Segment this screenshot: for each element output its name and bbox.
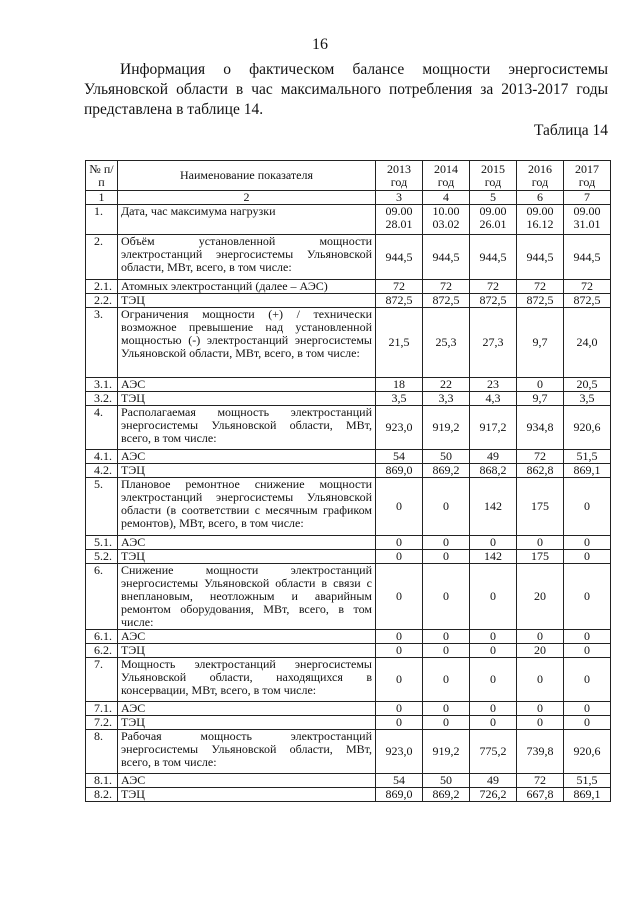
year-value: 0	[376, 564, 423, 630]
year-value: 50	[423, 774, 470, 788]
year-value: 23	[470, 378, 517, 392]
year-value: 919,2	[423, 406, 470, 450]
header-year: 2016 год	[517, 161, 564, 191]
table-row	[86, 774, 611, 788]
header-year: 2013 год	[376, 161, 423, 191]
year-value: 25,3	[423, 308, 470, 378]
year-value: 0	[423, 702, 470, 716]
table-row	[86, 550, 611, 564]
year-value: 0	[470, 536, 517, 550]
table-row	[86, 450, 611, 464]
year-value: 0	[423, 644, 470, 658]
indicator-name: Объём установленной мощности электростанций энергосистемы Ульяновской области, МВт, всего, в том числе:	[118, 235, 376, 280]
year-value: 0	[470, 564, 517, 630]
year-value: 0	[376, 716, 423, 730]
year-value: 0	[517, 630, 564, 644]
row-number: 5.2.	[86, 550, 118, 564]
year-value: 0	[564, 644, 611, 658]
year-value: 872,5	[376, 294, 423, 308]
balance-table	[85, 160, 611, 802]
year-value: 10.00 03.02	[423, 205, 470, 235]
indicator-name: АЭС	[118, 702, 376, 716]
year-value: 0	[423, 658, 470, 702]
year-value: 944,5	[517, 235, 564, 280]
row-number: 3.	[86, 308, 118, 378]
year-value: 0	[376, 644, 423, 658]
page-number: 16	[312, 36, 328, 53]
row-number: 4.1.	[86, 450, 118, 464]
year-value: 0	[376, 658, 423, 702]
indicator-name: Располагаемая мощность электростанций энергосистемы Ульяновской области, МВт, всего, в том числе:	[118, 406, 376, 450]
year-value: 920,6	[564, 406, 611, 450]
row-number: 8.1.	[86, 774, 118, 788]
row-number: 6.2.	[86, 644, 118, 658]
table-row	[86, 294, 611, 308]
row-number: 2.2.	[86, 294, 118, 308]
year-value: 0	[564, 716, 611, 730]
year-value: 0	[517, 658, 564, 702]
table-row	[86, 235, 611, 280]
year-value: 869,2	[423, 788, 470, 802]
year-value: 0	[423, 550, 470, 564]
row-number: 4.	[86, 406, 118, 450]
year-value: 944,5	[423, 235, 470, 280]
indicator-name: Мощность электростанций энергосистемы Ульяновской области, находящихся в консервации, МВт, всего, в том числе:	[118, 658, 376, 702]
intro-text: Информация о фактическом балансе мощности энергосистемы Ульяновской области в час максимального потребления за 2013-2017 годы представлена в таблице 14.	[84, 61, 608, 118]
year-value: 0	[564, 564, 611, 630]
year-value: 20,5	[564, 378, 611, 392]
row-number: 5.1.	[86, 536, 118, 550]
table-row	[86, 658, 611, 702]
header-no: № п/п	[86, 161, 118, 191]
year-value: 667,8	[517, 788, 564, 802]
year-value: 0	[423, 536, 470, 550]
table-row	[86, 644, 611, 658]
year-value: 27,3	[470, 308, 517, 378]
row-number: 8.2.	[86, 788, 118, 802]
indicator-name: АЭС	[118, 774, 376, 788]
year-value: 09.00 16.12	[517, 205, 564, 235]
year-value: 739,8	[517, 730, 564, 774]
year-value: 944,5	[376, 235, 423, 280]
year-value: 0	[470, 658, 517, 702]
year-value: 51,5	[564, 450, 611, 464]
year-value: 49	[470, 450, 517, 464]
indicator-name: ТЭЦ	[118, 464, 376, 478]
table-row	[86, 716, 611, 730]
table-row	[86, 630, 611, 644]
header-year: 2014 год	[423, 161, 470, 191]
indicator-name: АЭС	[118, 536, 376, 550]
year-value: 0	[564, 550, 611, 564]
indicator-name: Плановое ремонтное снижение мощности электростанций энергосистемы Ульяновской области (в соответствии с месячным графиком ремонтов), МВт, всего, в том числе:	[118, 478, 376, 536]
year-value: 869,0	[376, 464, 423, 478]
year-value: 0	[564, 630, 611, 644]
year-value: 0	[470, 716, 517, 730]
column-number: 2	[118, 191, 376, 205]
year-value: 175	[517, 550, 564, 564]
year-value: 0	[564, 658, 611, 702]
year-value: 24,0	[564, 308, 611, 378]
year-value: 919,2	[423, 730, 470, 774]
year-value: 142	[470, 550, 517, 564]
year-value: 142	[470, 478, 517, 536]
year-value: 0	[470, 644, 517, 658]
table-row	[86, 564, 611, 630]
table-row	[86, 788, 611, 802]
year-value: 0	[376, 702, 423, 716]
table-row	[86, 464, 611, 478]
year-value: 72	[470, 280, 517, 294]
indicator-name: АЭС	[118, 378, 376, 392]
year-value: 72	[376, 280, 423, 294]
year-value: 22	[423, 378, 470, 392]
row-number: 2.1.	[86, 280, 118, 294]
row-number: 1.	[86, 205, 118, 235]
indicator-name: ТЭЦ	[118, 644, 376, 658]
table-row	[86, 205, 611, 235]
year-value: 0	[564, 536, 611, 550]
table-row	[86, 478, 611, 536]
indicator-name: Ограничения мощности (+) / технически возможное превышение над установленной мощностью (-) электростанций энергосистемы Ульяновской области, МВт, всего, в том числе:	[118, 308, 376, 378]
year-value: 872,5	[470, 294, 517, 308]
year-value: 72	[517, 280, 564, 294]
year-value: 09.00 28.01	[376, 205, 423, 235]
table-row	[86, 308, 611, 378]
column-number: 5	[470, 191, 517, 205]
year-value: 920,6	[564, 730, 611, 774]
year-value: 0	[470, 630, 517, 644]
table-row	[86, 406, 611, 450]
year-value: 09.00 26.01	[470, 205, 517, 235]
indicator-name: ТЭЦ	[118, 294, 376, 308]
year-value: 0	[564, 702, 611, 716]
year-value: 862,8	[517, 464, 564, 478]
row-number: 3.2.	[86, 392, 118, 406]
year-value: 868,2	[470, 464, 517, 478]
indicator-name: Рабочая мощность электростанций энергосистемы Ульяновской области, МВт, всего, в том числе:	[118, 730, 376, 774]
header-year: 2017 год	[564, 161, 611, 191]
year-value: 3,5	[376, 392, 423, 406]
year-value: 0	[376, 550, 423, 564]
column-number: 3	[376, 191, 423, 205]
indicator-name: ТЭЦ	[118, 716, 376, 730]
year-value: 0	[376, 478, 423, 536]
row-number: 7.	[86, 658, 118, 702]
table-row	[86, 536, 611, 550]
year-value: 0	[517, 536, 564, 550]
indicator-name: Атомных электростанций (далее – АЭС)	[118, 280, 376, 294]
table-row	[86, 280, 611, 294]
indicator-name: АЭС	[118, 630, 376, 644]
row-number: 5.	[86, 478, 118, 536]
header-year: 2015 год	[470, 161, 517, 191]
year-value: 0	[470, 702, 517, 716]
indicator-name: Снижение мощности электростанций энергосистемы Ульяновской области в связи с внеплановым, неотложным и аварийным ремонтом оборудования, МВт, всего, в том числе:	[118, 564, 376, 630]
header-name: Наименование показателя	[118, 161, 376, 191]
year-value: 50	[423, 450, 470, 464]
row-number: 6.1.	[86, 630, 118, 644]
column-number: 4	[423, 191, 470, 205]
row-number: 4.2.	[86, 464, 118, 478]
row-number: 2.	[86, 235, 118, 280]
year-value: 923,0	[376, 730, 423, 774]
year-value: 20	[517, 564, 564, 630]
table-row	[86, 702, 611, 716]
year-value: 09.00 31.01	[564, 205, 611, 235]
year-value: 0	[517, 716, 564, 730]
year-value: 0	[376, 536, 423, 550]
year-value: 944,5	[470, 235, 517, 280]
year-value: 20	[517, 644, 564, 658]
year-value: 726,2	[470, 788, 517, 802]
year-value: 869,1	[564, 788, 611, 802]
year-value: 3,3	[423, 392, 470, 406]
year-value: 0	[376, 630, 423, 644]
year-value: 872,5	[423, 294, 470, 308]
column-number-row	[86, 191, 611, 205]
year-value: 775,2	[470, 730, 517, 774]
column-number: 6	[517, 191, 564, 205]
year-value: 54	[376, 450, 423, 464]
year-value: 923,0	[376, 406, 423, 450]
row-number: 6.	[86, 564, 118, 630]
year-value: 869,1	[564, 464, 611, 478]
table-row	[86, 378, 611, 392]
intro-paragraph	[84, 60, 608, 120]
table-header-row	[86, 161, 611, 191]
year-value: 9,7	[517, 308, 564, 378]
table-row	[86, 730, 611, 774]
year-value: 0	[517, 702, 564, 716]
year-value: 72	[517, 450, 564, 464]
year-value: 4,3	[470, 392, 517, 406]
year-value: 869,0	[376, 788, 423, 802]
year-value: 72	[564, 280, 611, 294]
year-value: 934,8	[517, 406, 564, 450]
year-value: 54	[376, 774, 423, 788]
year-value: 0	[517, 378, 564, 392]
year-value: 18	[376, 378, 423, 392]
row-number: 3.1.	[86, 378, 118, 392]
row-number: 7.2.	[86, 716, 118, 730]
year-value: 944,5	[564, 235, 611, 280]
row-number: 8.	[86, 730, 118, 774]
year-value: 21,5	[376, 308, 423, 378]
row-number: 7.1.	[86, 702, 118, 716]
year-value: 869,2	[423, 464, 470, 478]
year-value: 0	[423, 630, 470, 644]
year-value: 872,5	[517, 294, 564, 308]
year-value: 3,5	[564, 392, 611, 406]
year-value: 49	[470, 774, 517, 788]
column-number: 7	[564, 191, 611, 205]
year-value: 72	[517, 774, 564, 788]
year-value: 51,5	[564, 774, 611, 788]
year-value: 0	[423, 716, 470, 730]
table-row	[86, 392, 611, 406]
year-value: 917,2	[470, 406, 517, 450]
indicator-name: АЭС	[118, 450, 376, 464]
table-caption: Таблица 14	[533, 122, 608, 139]
year-value: 0	[423, 564, 470, 630]
indicator-name: ТЭЦ	[118, 788, 376, 802]
year-value: 0	[423, 478, 470, 536]
year-value: 0	[564, 478, 611, 536]
year-value: 872,5	[564, 294, 611, 308]
column-number: 1	[86, 191, 118, 205]
year-value: 72	[423, 280, 470, 294]
indicator-name: ТЭЦ	[118, 550, 376, 564]
year-value: 175	[517, 478, 564, 536]
indicator-name: ТЭЦ	[118, 392, 376, 406]
year-value: 9,7	[517, 392, 564, 406]
indicator-name: Дата, час максимума нагрузки	[118, 205, 376, 235]
